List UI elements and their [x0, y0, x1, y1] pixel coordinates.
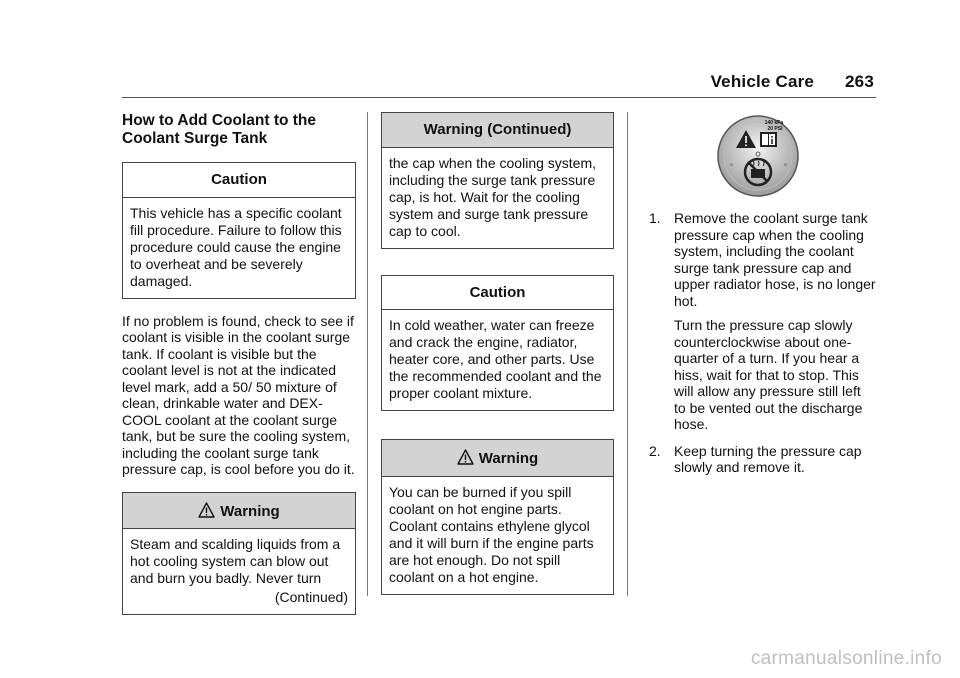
step-text: Keep turning the pressure cap slowly and remove it.: [674, 442, 862, 475]
watermark: carmanualsonline.info: [750, 648, 942, 669]
caution-box: [122, 162, 356, 299]
warning-box: [122, 492, 356, 616]
manual-book-icon: [760, 132, 777, 147]
warning-text: You can be burned if you spill coolant on hot engine parts. Coolant contains ethylene glycol and it will burn if the engine parts are hot enough. Do not spill coolant on a hot engine.: [389, 483, 594, 585]
warning-continued-text: the cap when the cooling system, including the surge tank pressure cap, is hot. Wait for the cooling system and surge tank pressure cap to cool.: [389, 154, 597, 239]
warning-icon: [457, 449, 474, 465]
caution-box: [381, 275, 614, 412]
column-right: [640, 112, 876, 486]
caution-title: Caution: [123, 163, 355, 198]
warning-title-bar: [123, 493, 355, 530]
step-text: Remove the coolant surge tank pressure cap when the cooling system, including the coolant surge tank pressure cap and upper radiator hose, is no longer hot.: [674, 210, 876, 309]
svg-text:S: S: [730, 162, 733, 167]
column-left: [122, 112, 356, 615]
warning-icon: [198, 502, 215, 518]
list-item: [640, 210, 876, 433]
page-number: 263: [845, 72, 874, 91]
section-heading: How to Add Coolant to the Coolant Surge Tank: [122, 112, 316, 147]
step-detail: Turn the pressure cap slowly counterclockwise about one-quarter of a turn. If you hear a hiss, wait for that to stop. This will allow any pressure still left to be vented out the discharge hose.: [674, 317, 863, 432]
header-rule: [122, 97, 876, 98]
page-header: [711, 72, 874, 92]
column-divider: [627, 112, 628, 596]
cap-pressure-psi: 20 PSI: [767, 126, 783, 132]
list-item: [640, 443, 876, 476]
continued-label: (Continued): [274, 589, 348, 605]
cap-pressure-kpa: 140 kPa: [764, 120, 784, 126]
step-number: 1.: [649, 210, 661, 226]
warning-box: [381, 439, 614, 595]
warning-title: Warning: [478, 450, 539, 467]
warning-body: [123, 529, 355, 614]
warning-title-bar: [382, 440, 613, 477]
caution-text: This vehicle has a specific coolant fill procedure. Failure to follow this procedure could cause the engine to overheat and be severely damaged.: [130, 204, 342, 289]
caution-text: In cold weather, water can freeze and crack the engine, radiator, heater core, and other parts. Use the recommended coolant and the proper coolant mixture.: [389, 317, 602, 401]
warning-continued-title: Warning (Continued): [382, 113, 613, 148]
svg-text:S: S: [784, 162, 787, 167]
warning-continued-box: [381, 112, 614, 249]
instruction-steps: [640, 210, 876, 476]
warning-text: Steam and scalding liquids from a hot cooling system can blow out and burn you badly. Never turn: [130, 536, 341, 586]
column-middle: [381, 112, 614, 595]
pressure-cap-illustration: [716, 114, 800, 198]
warning-title: Warning: [220, 502, 280, 520]
section-title: Vehicle Care: [710, 72, 815, 91]
body-paragraph: If no problem is found, check to see if coolant is visible in the coolant surge tank. If coolant is visible but the coolant level is not at the indicated level mark, add a 50/ 50 mixture of clean, drinkable water and DEX-COOL coolant at the coolant surge tank, but be sure the cooling system, including the coolant surge tank pressure cap, is cool before you do it.: [122, 312, 355, 477]
step-number: 2.: [649, 442, 661, 459]
caution-title: Caution: [382, 276, 613, 311]
column-divider: [367, 112, 368, 596]
